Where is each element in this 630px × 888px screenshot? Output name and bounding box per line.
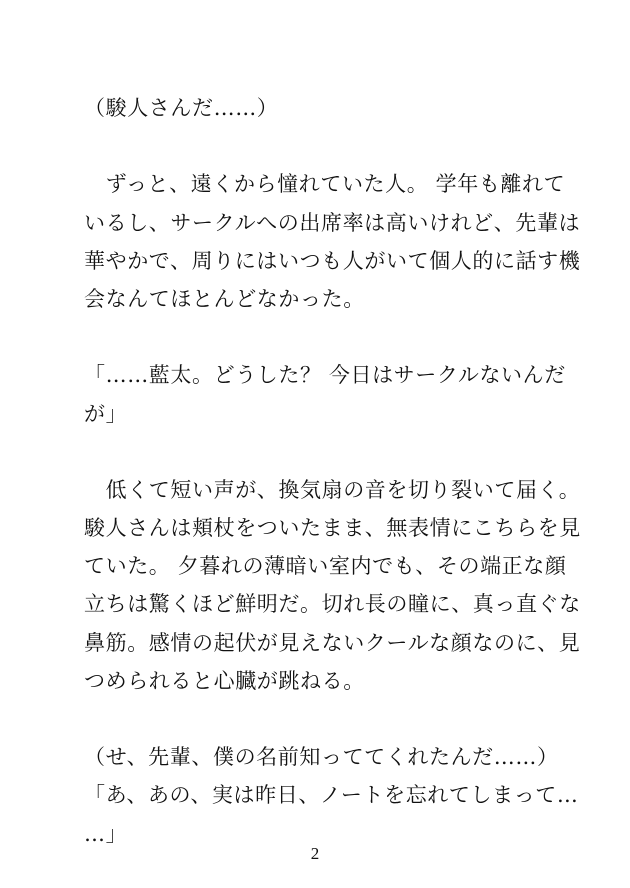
paragraph-spacer bbox=[84, 127, 574, 165]
text-line: 立ちは驚くほど鮮明だ。切れ長の瞳に、真っ直ぐな bbox=[84, 592, 581, 617]
paragraph-spacer bbox=[84, 318, 574, 356]
text-line: …」 bbox=[84, 821, 128, 846]
text-line: が」 bbox=[84, 401, 128, 426]
text-line: （せ、先輩、僕の名前知っててくれたんだ……） bbox=[84, 745, 559, 770]
text-line: ていた。 夕暮れの薄暗い室内でも、その端正な顔 bbox=[84, 554, 567, 579]
text-line: 駿人さんは頬杖をついたまま、無表情にこちらを見 bbox=[84, 516, 581, 541]
text-line: （駿人さんだ……） bbox=[84, 96, 279, 120]
text-line: 「あ、あの、実は昨日、ノートを忘れてしまって… bbox=[84, 783, 579, 808]
paragraph-spacer bbox=[84, 433, 574, 471]
text-line: いるし、サークルへの出席率は高いけれど、先輩は bbox=[84, 210, 581, 235]
text-line: 会なんてほとんどなかった。 bbox=[84, 286, 365, 311]
page-number: 2 bbox=[310, 844, 320, 863]
body-text bbox=[84, 89, 581, 853]
paragraph-spacer bbox=[84, 700, 574, 738]
text-line: ずっと、遠くから憧れていた人。 学年も離れて bbox=[84, 172, 566, 197]
text-line: 低くて短い声が、換気扇の音を切り裂いて届く。 bbox=[84, 477, 581, 502]
text-line: つめられると心臓が跳ねる。 bbox=[84, 668, 365, 693]
text-line: 鼻筋。感情の起伏が見えないクールな顔なのに、見 bbox=[84, 630, 581, 655]
text-line: 華やかで、周りにはいつも人がいて個人的に話す機 bbox=[84, 248, 581, 273]
text-line: 「……藍太。どうした？ 今日はサークルないんだ bbox=[84, 363, 566, 388]
